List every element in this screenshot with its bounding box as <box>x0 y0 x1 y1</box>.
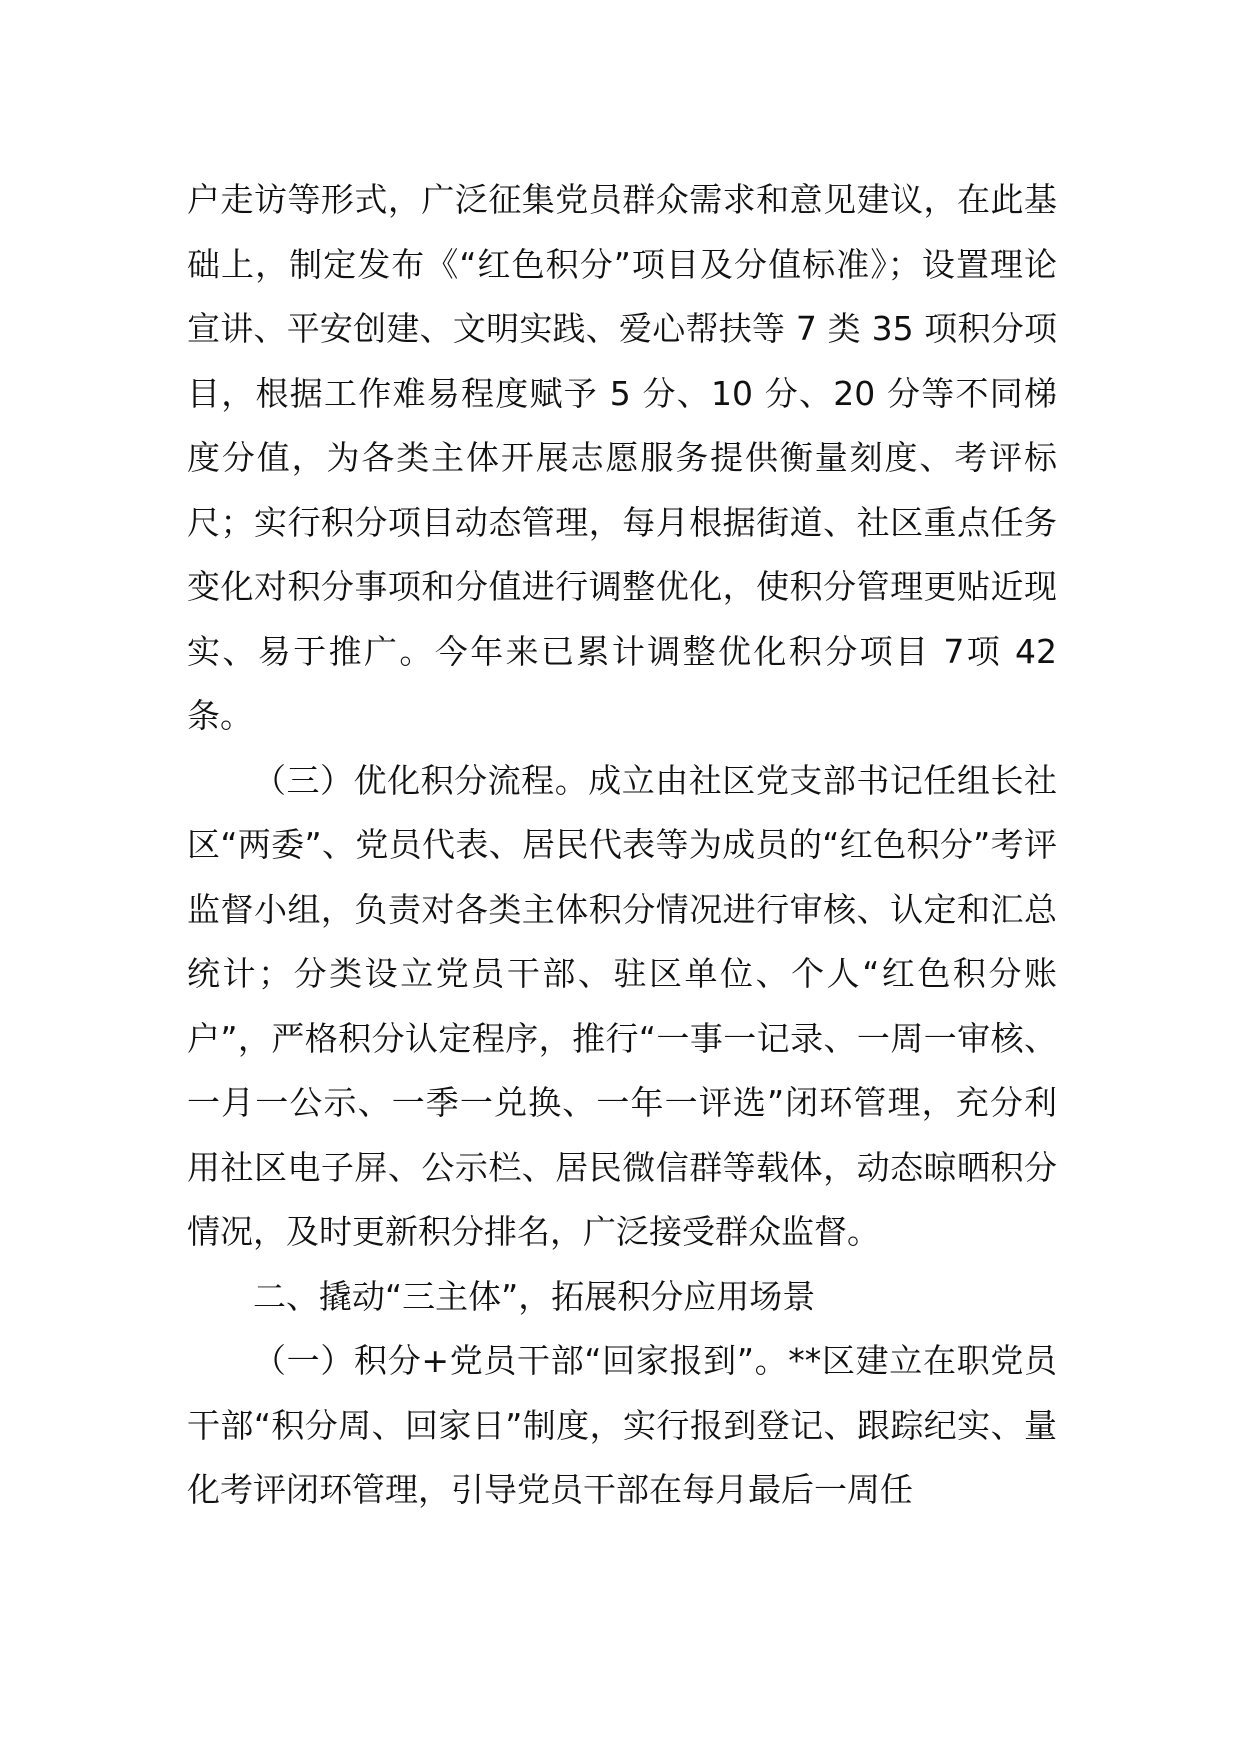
body-text <box>187 168 1057 1523</box>
section-heading-two: 二、撬动“三主体”，拓展积分应用场景 <box>253 1276 816 1316</box>
paragraph-optimize-process: （三）优化积分流程。成立由社区党支部书记任组长社区“两委”、党员代表、居民代表等为成员的“红色积分”考评监督小组，负责对各类主体积分情况进行审核、认定和汇总统计；分类设立党员干部、驻区单位、个人“红色积分账户”，严格积分认定程序，推行“一事一记录、一周一审核、一月一公示、一季一兑换、一年一评选”闭环管理，充分利用社区电子屏、公示栏、居民微信群等载体，动态晾晒积分情况，及时更新积分排名，广泛接受群众监督。 <box>187 760 1057 1251</box>
paragraph-continuation: 户走访等形式，广泛征集党员群众需求和意见建议，在此基础上，制定发布《“红色积分”项目及分值标准》；设置理论宣讲、平安创建、文明实践、爱心帮扶等 7 类 35 项积分项目，根据工作难易程度赋予 5 分、10 分、20 分等不同梯度分值，为各类主体开展志愿服务提供衡量刻度、考评标尺；实行积分项目动态管理，每月根据街道、社区重点任务变化对积分事项和分值进行调整优化，使积分管理更贴近现实、易于推广。今年来已累计调整优化积分项目 7项 42 条。 <box>187 180 1057 735</box>
paragraph-party-cadres: （一）积分+党员干部“回家报到”。**区建立在职党员干部“积分周、回家日”制度，实行报到登记、跟踪纪实、量化考评闭环管理，引导党员干部在每月最后一周任 <box>187 1341 1057 1509</box>
